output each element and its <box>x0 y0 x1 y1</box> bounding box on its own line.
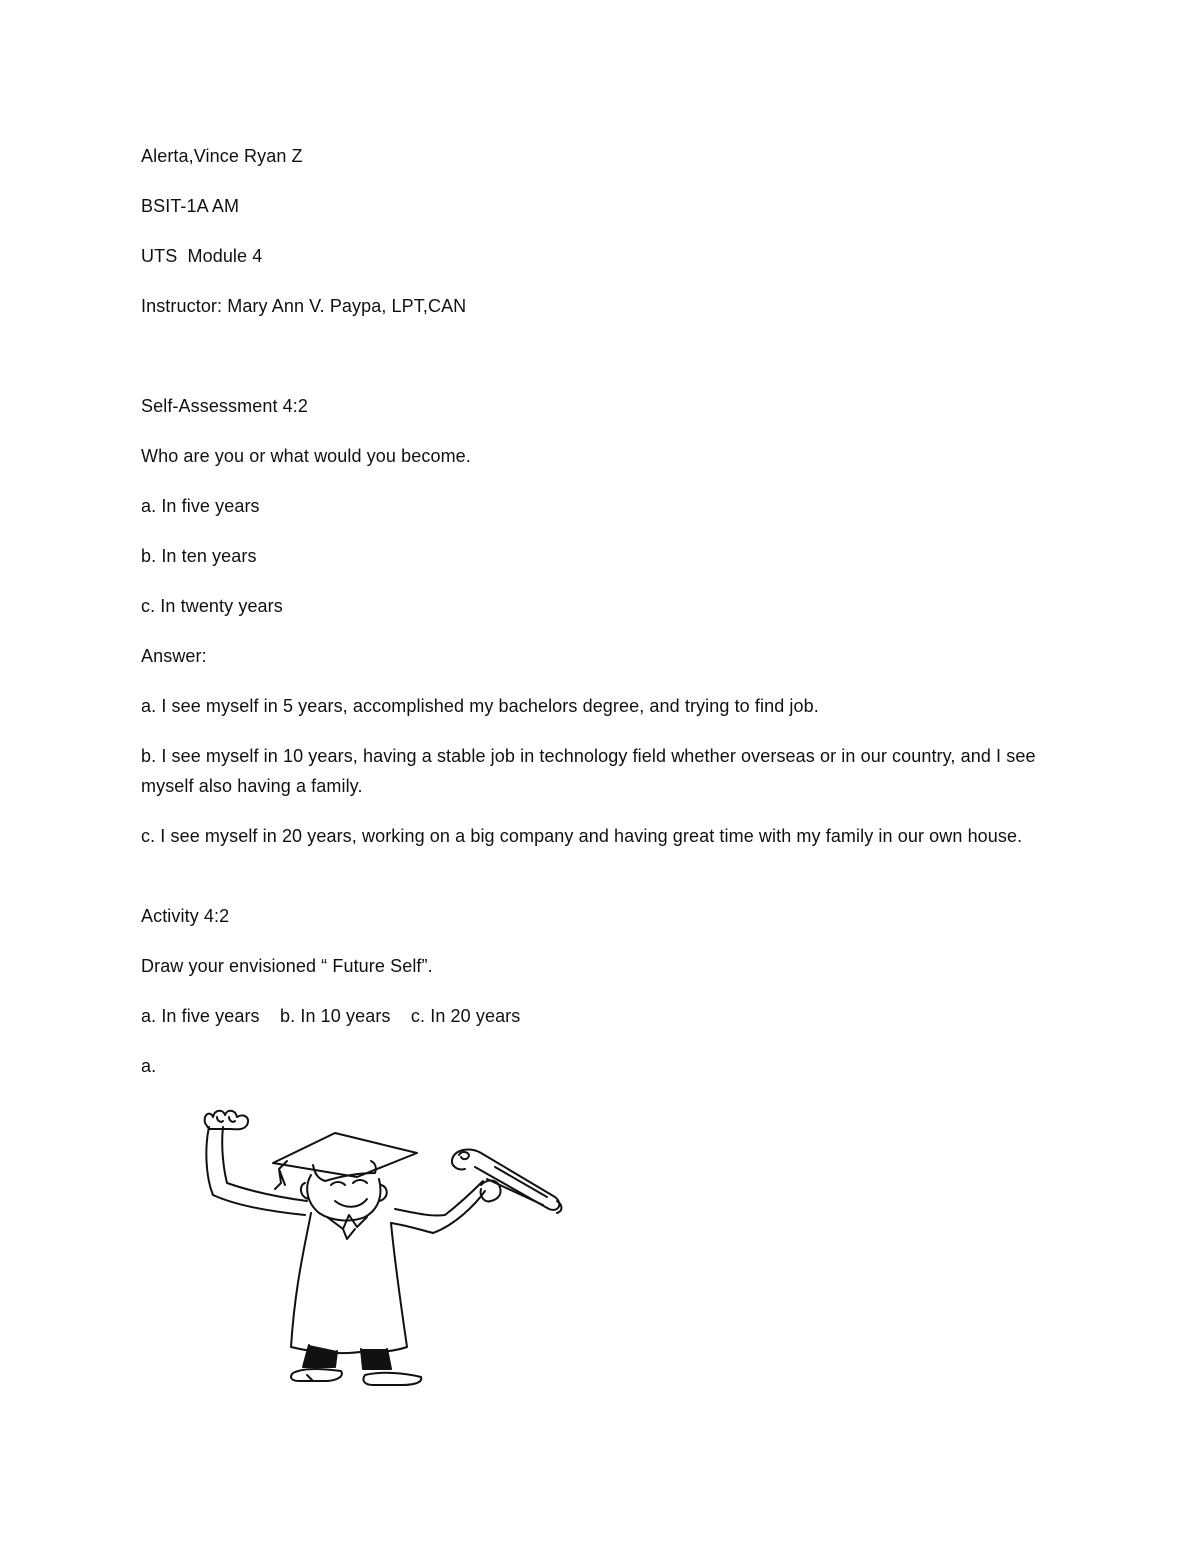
activity-item-label: a. <box>141 1056 157 1076</box>
activity-options: a. In five years b. In 10 years c. In 20 years <box>141 1006 521 1026</box>
question-item-a: a. In five years <box>141 496 260 516</box>
answer-b: b. I see myself in 10 years, having a stable job in technology field whether overseas or in our country, and I see myself also having a family. <box>141 746 1036 796</box>
module-title: UTS Module 4 <box>141 246 263 266</box>
activity-instruction: Draw your envisioned “ Future Self”. <box>141 956 433 976</box>
instructor: Instructor: Mary Ann V. Paypa, LPT,CAN <box>141 296 467 316</box>
self-assessment-question: Who are you or what would you become. <box>141 446 471 466</box>
question-item-c: c. In twenty years <box>141 596 283 616</box>
answer-c: c. I see myself in 20 years, working on a big company and having great time with my family in our own house. <box>141 826 1023 846</box>
graduate-with-diploma-drawing <box>195 1105 575 1390</box>
answer-label: Answer: <box>141 646 207 666</box>
section: BSIT-1A AM <box>141 196 240 216</box>
student-name: Alerta,Vince Ryan Z <box>141 146 303 166</box>
question-item-b: b. In ten years <box>141 546 257 566</box>
activity-title: Activity 4:2 <box>141 906 230 926</box>
answer-a: a. I see myself in 5 years, accomplished my bachelors degree, and trying to find job. <box>141 696 819 716</box>
self-assessment-title: Self-Assessment 4:2 <box>141 396 308 416</box>
